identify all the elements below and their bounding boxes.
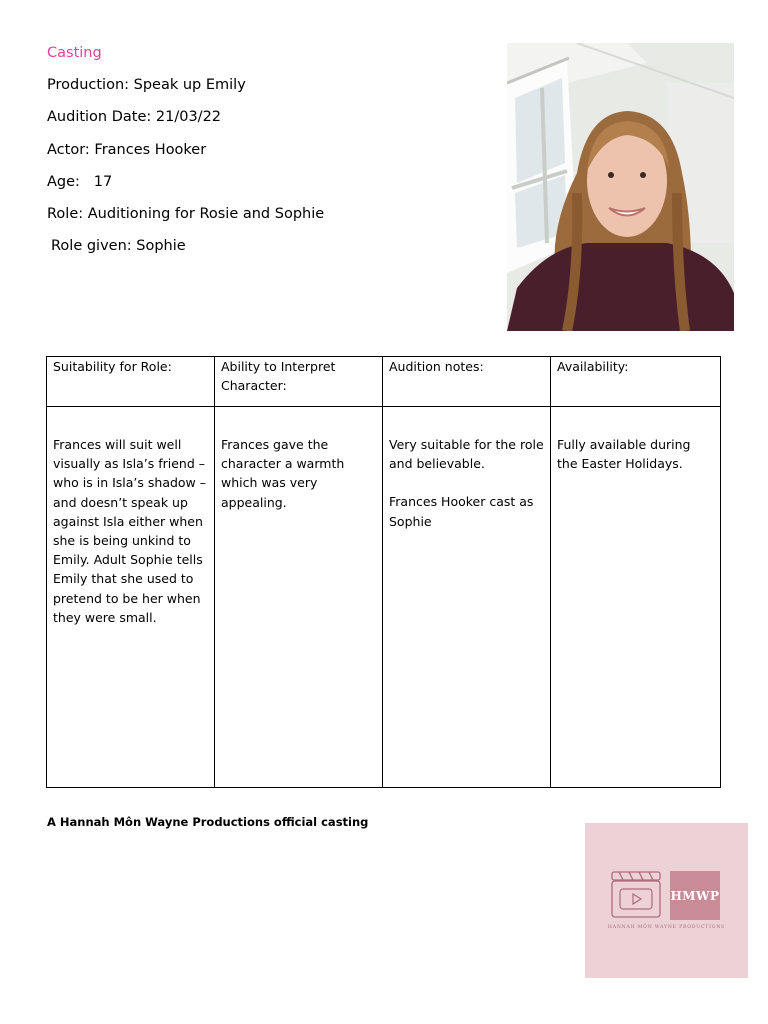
age-label: Age: (47, 174, 94, 190)
logo-subtitle: HANNAH MÔN WAYNE PRODUCTIONS (607, 925, 726, 930)
production-value: Speak up Emily (133, 77, 246, 93)
suitability-text: Frances will suit well visually as Isla’s friend – who is in Isla’s shadow – and doesn’t speak up against Isla either when she is being unkind to Emily. Adult Sophie tells Emily that she used to pretend to be her when they were small. (53, 437, 207, 625)
production-field (47, 77, 246, 93)
interpretation-header: Ability to Interpret Character: (215, 357, 383, 407)
audition-date-field (47, 109, 221, 125)
notes-cell (383, 407, 551, 788)
suitability-header: Suitability for Role: (47, 357, 215, 407)
table-header-row (47, 357, 721, 407)
age-value: 17 (93, 174, 113, 190)
actor-value: Frances Hooker (94, 142, 207, 158)
role-value: Auditioning for Rosie and Sophie (87, 206, 325, 222)
casting-table (46, 356, 721, 788)
footer-note: A Hannah Môn Wayne Productions official casting (47, 815, 369, 829)
actor-field (47, 142, 206, 158)
clapperboard-icon (607, 867, 667, 927)
company-logo (585, 823, 748, 978)
page-heading: Casting (47, 45, 102, 61)
notes-text-1: Very suitable for the role and believable. (389, 437, 544, 472)
notes-header: Audition notes: (383, 357, 551, 407)
logo-badge: HMWP (670, 871, 720, 920)
role-given-value: Sophie (136, 238, 186, 254)
suitability-cell (47, 407, 215, 788)
table-row (47, 407, 721, 788)
availability-cell (551, 407, 721, 788)
availability-header: Availability: (551, 357, 721, 407)
availability-text: Fully available during the Easter Holidays. (557, 437, 691, 472)
role-given-field (51, 238, 186, 254)
audition-date-label: Audition Date: (47, 109, 156, 125)
role-label: Role: (47, 206, 88, 222)
notes-gap (389, 473, 544, 492)
production-label: Production: (47, 77, 134, 93)
age-field (47, 174, 112, 190)
audition-date-value: 21/03/22 (155, 109, 222, 125)
interpretation-text: Frances gave the character a warmth which was very appealing. (221, 437, 345, 510)
actor-photo (507, 43, 734, 331)
role-given-label: Role given: (51, 238, 137, 254)
actor-label: Actor: (47, 142, 95, 158)
interpretation-cell (215, 407, 383, 788)
notes-text-2: Frances Hooker cast as Sophie (389, 494, 534, 529)
role-field (47, 206, 324, 222)
